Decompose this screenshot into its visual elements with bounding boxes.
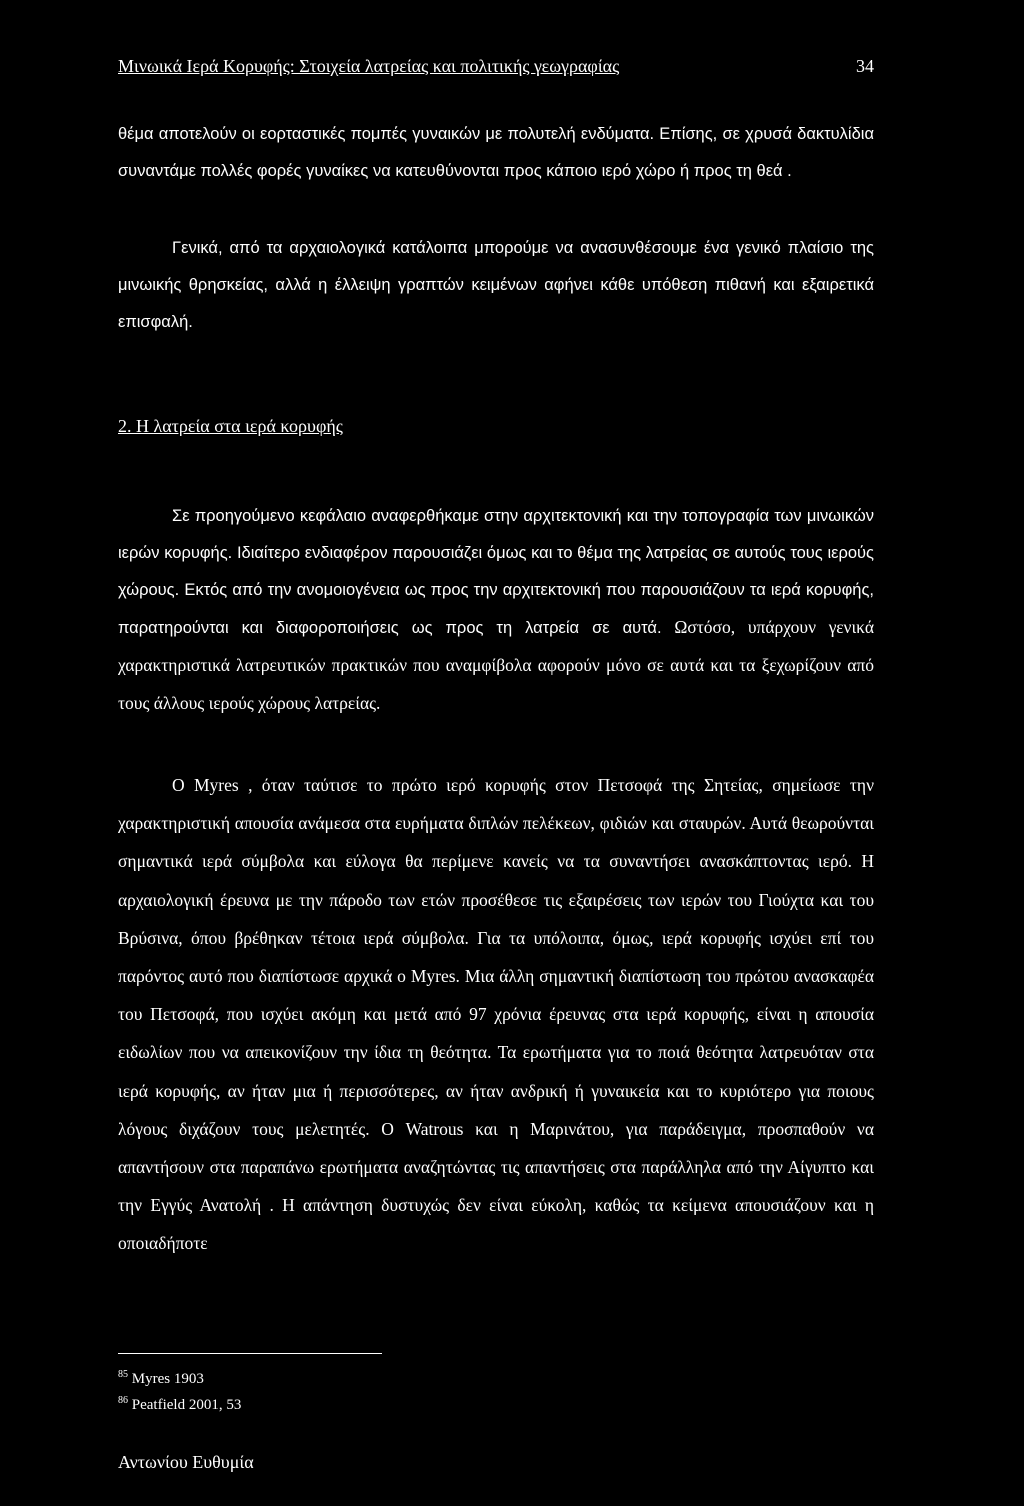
- page-number: 34: [856, 56, 874, 76]
- footnote-number: 86: [118, 1395, 128, 1406]
- paragraph-2: Γενικά, από τα αρχαιολογικά κατάλοιπα μπορούμε να ανασυνθέσουμε ένα γενικό πλαίσιο της μινωικής θρησκείας, αλλά η έλλειψη γραπτών κειμένων αφήνει κάθε υπόθεση πιθανή και εξαιρετικά επισφαλή.: [118, 239, 874, 331]
- paragraph-1: θέμα αποτελούν οι εορταστικές πομπές γυναικών με πολυτελή ενδύματα. Επίσης, σε χρυσά δακτυλίδια συναντάμε πολλές φορές γυναίκες να κατευθύνονται προς κάποιο ιερό χώρο ή προς τη θεά .: [118, 125, 874, 180]
- paragraph-3: [118, 498, 874, 723]
- paragraph-3-part-1: Σε προηγούμενο κεφάλαιο αναφερθήκαμε στην αρχιτεκτονική και την τοπογραφία των μινωικών ιερών κορυφής. Ιδιαίτερο ενδιαφέρον παρουσιάζει όμως και το θέμα της λατρείας σε αυτούς τους ιερούς χώρους. Εκτός από την ανομοιογένεια ως προς την αρχιτεκτονική που παρουσιάζουν τα ιερά κορυφής, παρατηρούνται και διαφοροποιήσεις ως προς τη λατρεία σε αυτά.: [118, 507, 874, 637]
- footnote-86: [118, 1390, 241, 1416]
- footnote-text: Peatfield 2001, 53: [131, 1397, 242, 1413]
- footnote-separator: [118, 1353, 382, 1354]
- section-heading: 2. Η λατρεία στα ιερά κορυφής: [118, 416, 343, 436]
- paragraph-3-part-2: Ωστόσο, υπάρχουν γενικά χαρακτηριστικά λατρευτικών πρακτικών που αναμφίβολα αφορούν μόνο σε αυτά και τα ξεχωρίζουν από τους άλλους ιερούς χώρους λατρείας.: [118, 617, 874, 713]
- footnote-text: Myres 1903: [131, 1371, 204, 1387]
- footer-author: Αντωνίου Ευθυμία: [118, 1452, 254, 1472]
- paragraph-4: Ο Myres , όταν ταύτισε το πρώτο ιερό κορυφής στον Πετσοφά της Σητείας, σημείωσε την χαρακτηριστική απουσία ανάμεσα στα ευρήματα διπλών πελέκεων, φιδιών και σταυρών. Αυτά θεωρούνται σημαντικά ιερά σύμβολα και εύλογα θα περίμενε κανείς να τα συναντήσει ανασκάπτοντας ιερό. Η αρχαιολογική έρευνα με την πάροδο των ετών προσέθεσε τις εξαιρέσεις των ιερών του Γιούχτα και του Βρύσινα, όπου βρέθηκαν τέτοια ιερά σύμβολα. Για τα υπόλοιπα, όμως, ιερά κορυφής ισχύει επί του παρόντος αυτό που διαπίστωσε αρχικά ο Myres. Μια άλλη σημαντική διαπίστωση του πρώτου ανασκαφέα του Πετσοφά, που ισχύει ακόμη και μετά από 97 χρόνια έρευνας στα ιερά κορυφής, είναι η απουσία ειδωλίων που να απεικονίζουν την ίδια τη θεότητα. Τα ερωτήματα για το ποιά θεότητα λατρευόταν στα ιερά κορυφής, αν ήταν μια ή περισσότερες, αν ήταν ανδρική ή γυναικεία και το κυριότερο για ποιους λόγους διχάζουν τους μελετητές. Ο Watrous και η Μαρινάτου, για παράδειγμα, προσπαθούν να απαντήσουν στα παραπάνω ερωτήματα αναζητώντας τις απαντήσεις στα παράλληλα από την Αίγυπτο και την Εγγύς Ανατολή . Η απάντηση δυστυχώς δεν είναι εύκολη, καθώς τα κείμενα απουσιάζουν και η οποιαδήποτε: [118, 775, 874, 1254]
- footnotes: [118, 1364, 241, 1416]
- running-header: [118, 56, 874, 77]
- footnote-85: [118, 1364, 241, 1390]
- footnote-number: 85: [118, 1369, 128, 1380]
- running-header-title: Μινωικά Ιερά Κορυφής: Στοιχεία λατρείας και πολιτικής γεωγραφίας: [118, 56, 620, 76]
